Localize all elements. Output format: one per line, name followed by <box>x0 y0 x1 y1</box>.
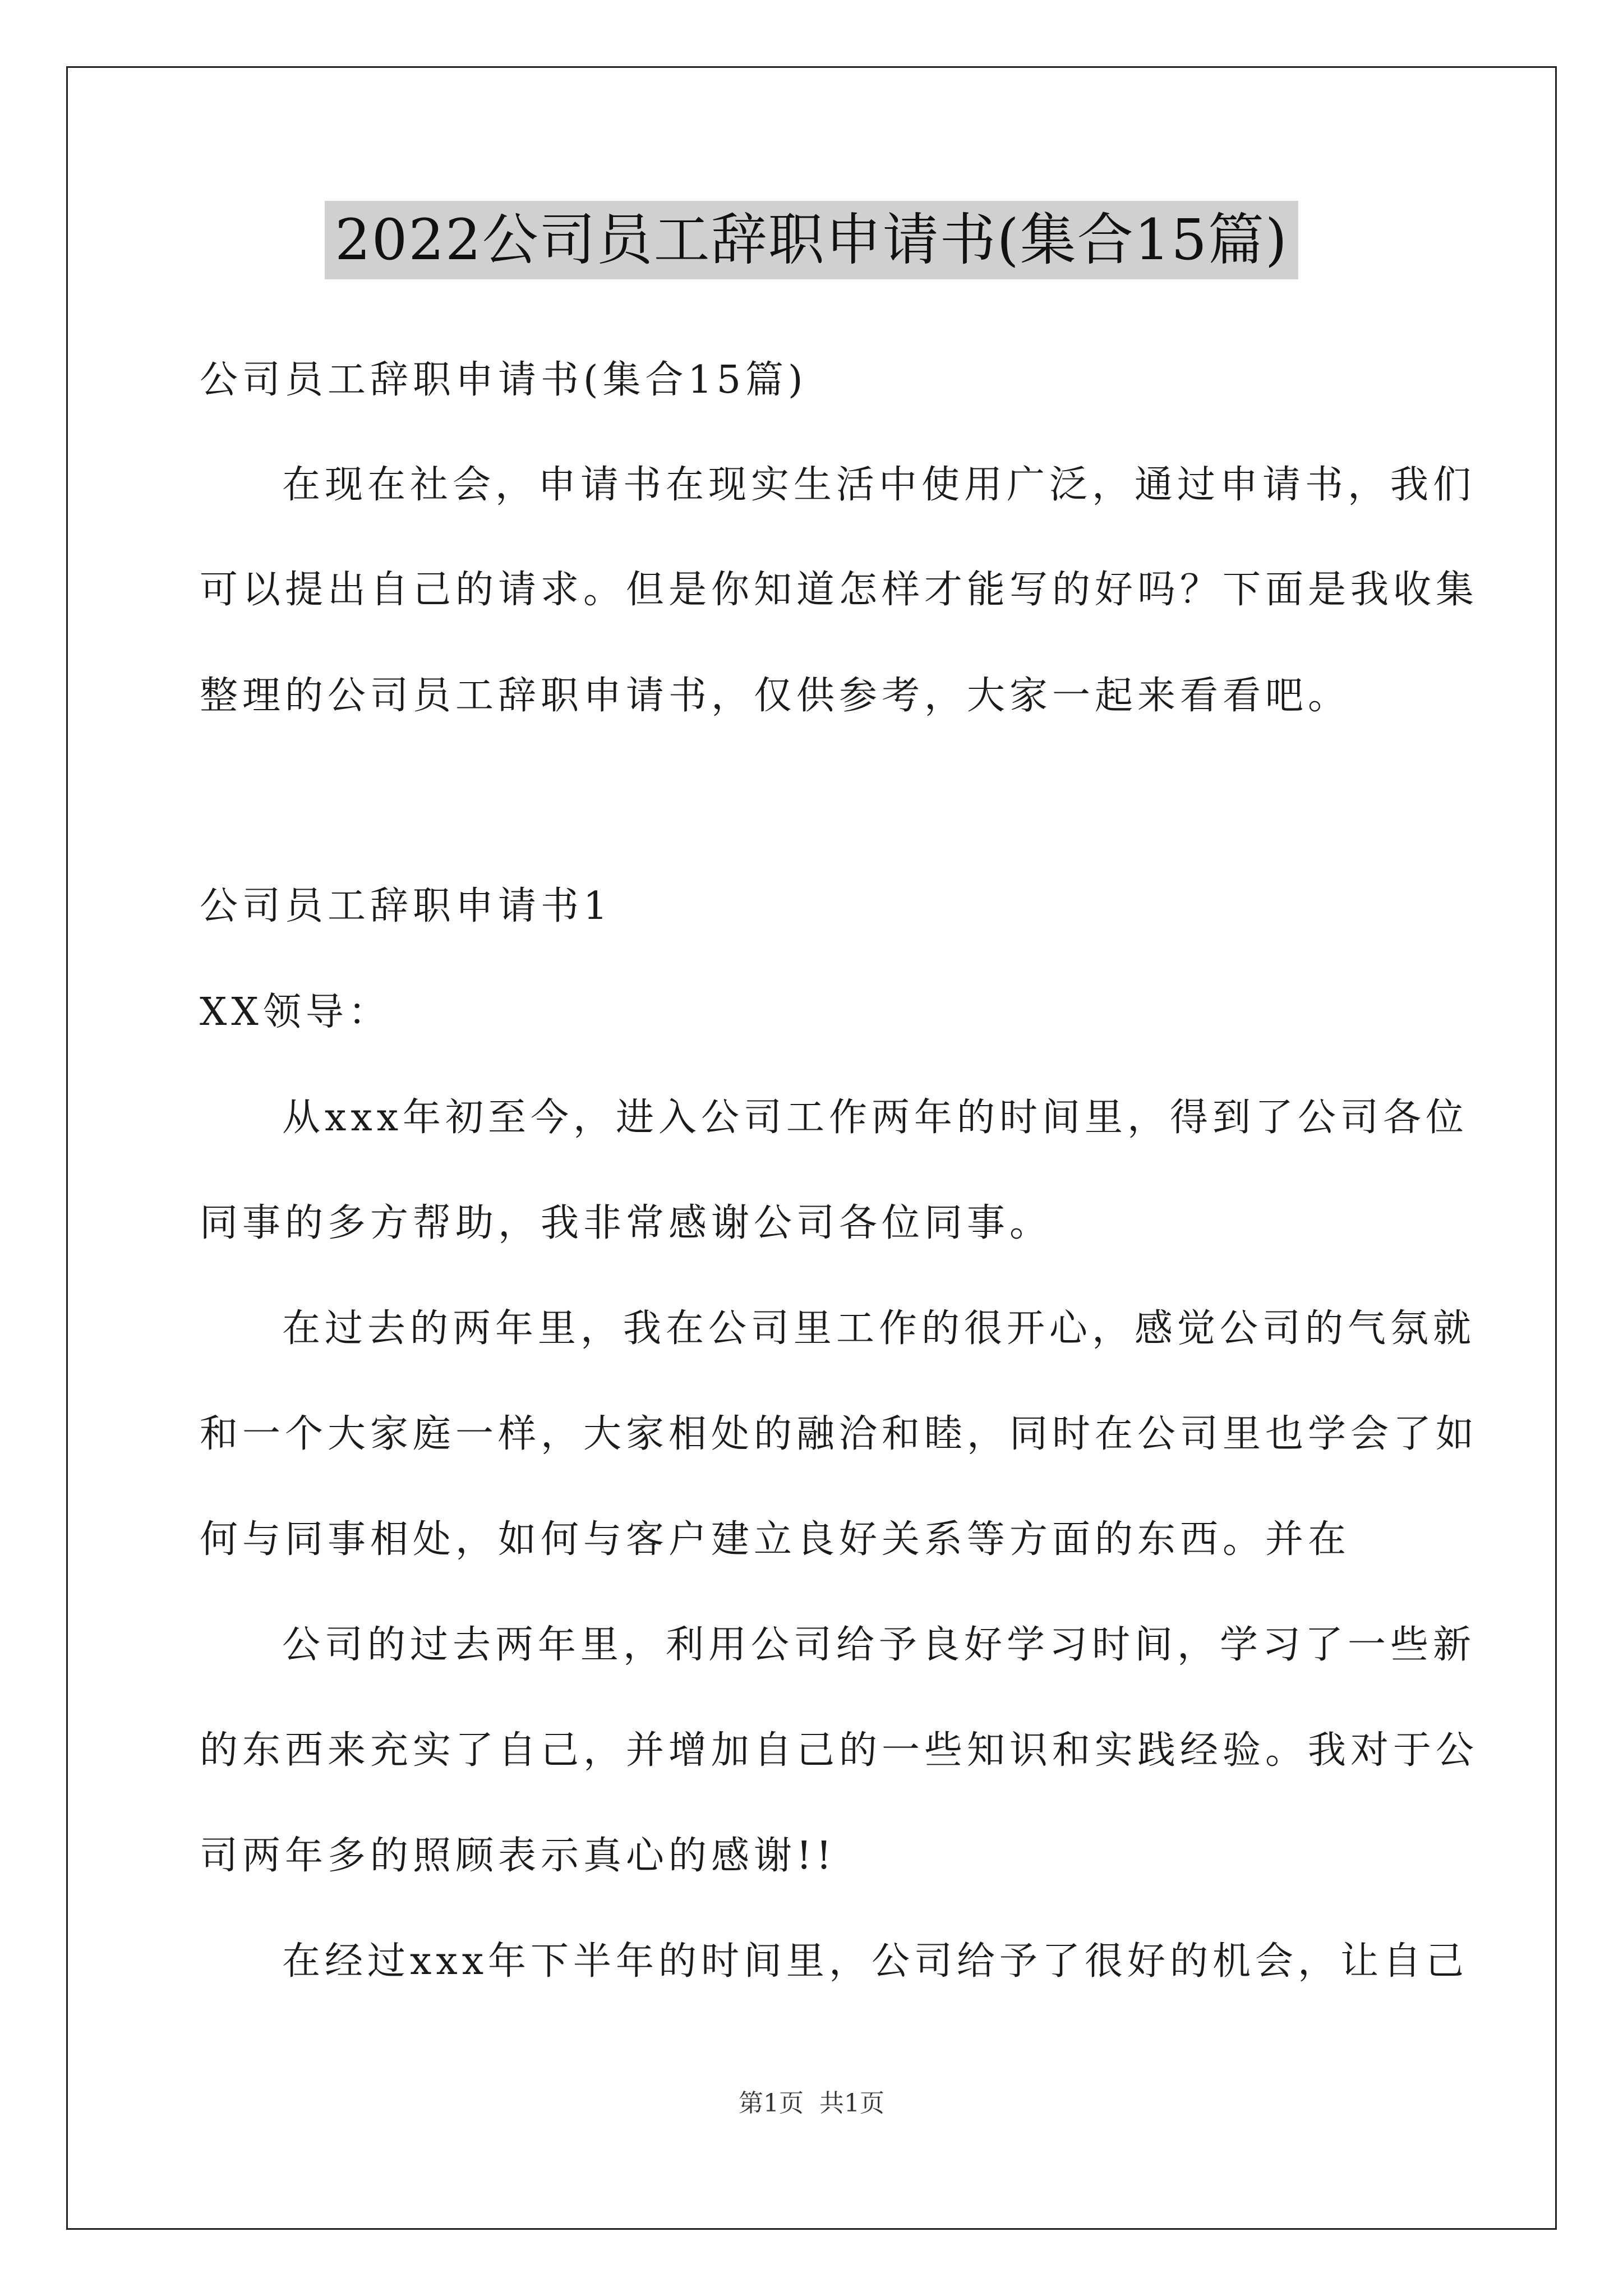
salutation-line: XX领导： <box>200 990 391 1034</box>
paragraph-line: 同事的多方帮助，我非常感谢公司各位同事。 <box>200 1201 1053 1245</box>
paragraph-line: 和一个大家庭一样，大家相处的融洽和睦，同时在公司里也学会了如 <box>200 1412 1479 1456</box>
paragraph-line: 从xxx年初至今，进入公司工作两年的时间里，得到了公司各位 <box>282 1096 1469 1140</box>
page-number: 第1页 <box>739 2089 804 2118</box>
paragraph-line: 在过去的两年里，我在公司里工作的很开心，感觉公司的气氛就 <box>282 1306 1476 1351</box>
paragraph-line: 司两年多的照顾表示真心的感谢!! <box>200 1834 836 1878</box>
section-heading: 公司员工辞职申请书1 <box>200 884 612 928</box>
paragraph-line: 在现在社会，申请书在现实生活中使用广泛，通过申请书，我们 <box>282 463 1476 507</box>
paragraph-line: 何与同事相处，如何与客户建立良好关系等方面的东西。并在 <box>200 1517 1351 1562</box>
paragraph-line: 在经过xxx年下半年的时间里，公司给予了很好的机会，让自己 <box>282 1939 1469 1984</box>
paragraph-line: 整理的公司员工辞职申请书，仅供参考，大家一起来看看吧。 <box>200 674 1351 718</box>
subtitle-line: 公司员工辞职申请书(集合15篇) <box>200 358 808 402</box>
page-footer <box>0 2087 1623 2120</box>
page-total: 共1页 <box>819 2089 884 2118</box>
paragraph-line: 的东西来充实了自己，并增加自己的一些知识和实践经验。我对于公 <box>200 1728 1479 1773</box>
paragraph-line: 可以提出自己的请求。但是你知道怎样才能写的好吗？下面是我收集 <box>200 568 1479 612</box>
title-container <box>0 201 1623 279</box>
paragraph-line: 公司的过去两年里，利用公司给予良好学习时间，学习了一些新 <box>282 1623 1476 1667</box>
document-title: 2022公司员工辞职申请书(集合15篇) <box>325 201 1298 279</box>
